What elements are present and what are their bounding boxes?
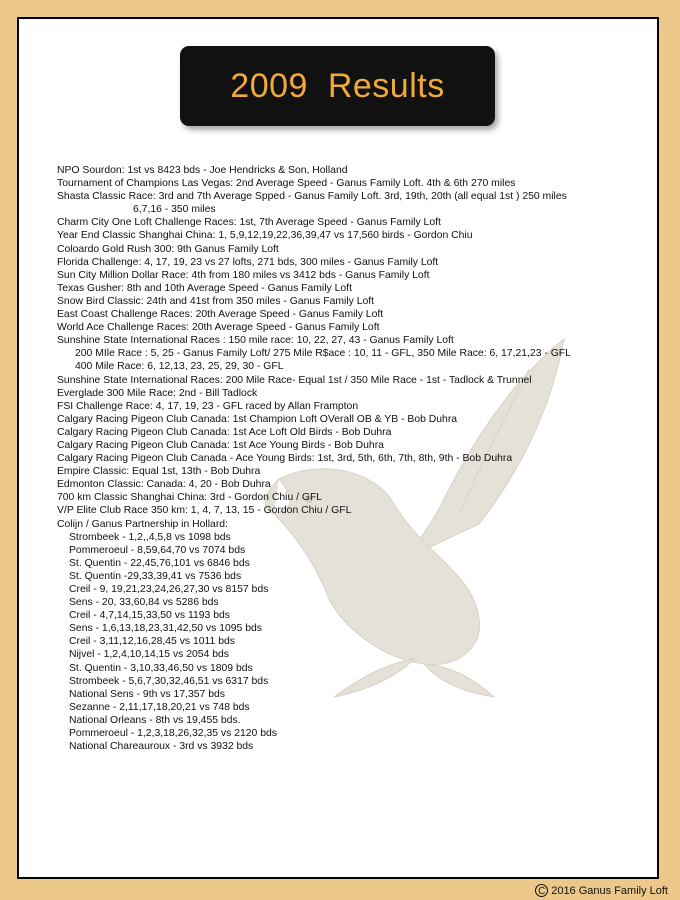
result-line: Calgary Racing Pigeon Club Canada: 1st Champion Loft OVerall OB & YB - Bob Duhra	[57, 413, 458, 425]
result-line: 6,7,16 - 350 miles	[133, 204, 216, 216]
result-line: Sens - 1,6,13,18,23,31,42,50 vs 1095 bds	[69, 623, 262, 635]
result-line: Creil - 9, 19,21,23,24,26,27,30 vs 8157 bds	[69, 584, 269, 595]
result-line: Pommeroeul - 8,59,64,70 vs 7074 bds	[69, 544, 246, 556]
result-line: National Chareauroux - 3rd vs 3932 bds	[69, 741, 254, 753]
copyright-icon: C	[535, 884, 548, 897]
result-line: 400 Mile Race: 6, 12,13, 23, 25, 29, 30 - GFL	[75, 361, 284, 373]
result-line: Florida Challenge: 4, 17, 19, 23 vs 27 lofts, 271 bds, 300 miles - Ganus Family Loft	[57, 256, 439, 268]
result-line: Shasta Classic Race: 3rd and 7th Average Spped - Ganus Family Loft. 3rd, 19th, 20th (all equal 1st ) 250 miles	[57, 191, 567, 203]
result-line: Sezanne - 2,11,17,18,20,21 vs 748 bds	[69, 701, 250, 713]
result-line: St. Quentin - 22,45,76,101 vs 6846 bds	[69, 557, 250, 569]
result-line: Empire Classic: Equal 1st, 13th - Bob Duhra	[57, 466, 261, 478]
result-line: St. Quentin - 3,10,33,46,50 vs 1809 bds	[69, 662, 253, 674]
result-line: 700 km Classic Shanghai China: 3rd - Gordon Chiu / GFL	[57, 492, 323, 504]
result-line: National Sens - 9th vs 17,357 bds	[69, 688, 225, 700]
title-banner	[180, 46, 495, 126]
result-line: Colijn / Ganus Partnership in Hollard:	[57, 518, 228, 530]
page-title: 2009 Results	[230, 66, 445, 105]
copyright-footer	[535, 884, 668, 897]
result-line: Year End Classic Shanghai China: 1, 5,9,12,19,22,36,39,47 vs 17,560 birds - Gordon Chiu	[57, 230, 473, 242]
result-line: Sun City Million Dollar Race: 4th from 180 miles vs 3412 bds - Ganus Family Loft	[57, 269, 430, 281]
result-line: Strombeek - 1,2,,4,5,8 vs 1098 bds	[69, 531, 231, 543]
copyright-text: 2016 Ganus Family Loft	[551, 884, 668, 897]
results-list	[57, 164, 652, 753]
result-line: V/P Elite Club Race 350 km: 1, 4, 7, 13, 15 - Gordon Chiu / GFL	[57, 505, 352, 517]
result-line: National Orleans - 8th vs 19,455 bds.	[69, 714, 241, 726]
result-line: Charm City One Loft Challenge Races: 1st, 7th Average Speed - Ganus Family Loft	[57, 217, 441, 229]
result-line: Creil - 3,11,12,16,28,45 vs 1011 bds	[69, 636, 235, 648]
result-line: St. Quentin -29,33,39,41 vs 7536 bds	[69, 570, 242, 582]
result-line: FSI Challenge Race: 4, 17, 19, 23 - GFL raced by Allan Frampton	[57, 400, 359, 412]
result-line: Calgary Racing Pigeon Club Canada: 1st Ace Young Birds - Bob Duhra	[57, 439, 384, 451]
result-line: Creil - 4,7,14,15,33,50 vs 1193 bds	[69, 610, 230, 622]
result-line: Nijvel - 1,2,4,10,14,15 vs 2054 bds	[69, 649, 229, 661]
result-line: Coloardo Gold Rush 300: 9th Ganus Family Loft	[57, 243, 279, 255]
result-line: Tournament of Champions Las Vegas: 2nd Average Speed - Ganus Family Loft. 4th & 6th 270 miles	[57, 178, 516, 190]
result-line: Pommeroeul - 1,2,3,18,26,32,35 vs 2120 bds	[69, 728, 277, 740]
result-line: NPO Sourdon: 1st vs 8423 bds - Joe Hendricks & Son, Holland	[57, 165, 348, 176]
result-line: Sunshine State International Races: 200 Mile Race- Equal 1st / 350 Mile Race - 1st - Tadlock & Trunnel	[57, 374, 532, 386]
result-line: Calgary Racing Pigeon Club Canada - Ace Young Birds: 1st, 3rd, 5th, 6th, 7th, 8th, 9th - Bob Duhra	[57, 453, 513, 465]
result-line: Calgary Racing Pigeon Club Canada: 1st Ace Loft Old Birds - Bob Duhra	[57, 426, 392, 438]
content-panel	[17, 17, 659, 879]
result-line: Texas Gusher: 8th and 10th Average Speed - Ganus Family Loft	[57, 282, 352, 294]
result-line: East Coast Challenge Races: 20th Average Speed - Ganus Family Loft	[57, 309, 384, 321]
result-line: World Ace Challenge Races: 20th Average Speed - Ganus Family Loft	[57, 322, 380, 334]
result-line: 200 MIle Race : 5, 25 - Ganus Family Loft/ 275 Mile R$ace : 10, 11 - GFL, 350 Mile Race: 6, 17,21,23 - GFL	[75, 348, 571, 360]
result-line: Snow Bird Classic: 24th and 41st from 350 miles - Ganus Family Loft	[57, 295, 375, 307]
result-line: Strombeek - 5,6,7,30,32,46,51 vs 6317 bds	[69, 675, 269, 687]
result-line: Everglade 300 Mile Race: 2nd - Bill Tadlock	[57, 387, 258, 399]
result-line: Edmonton Classic: Canada: 4, 20 - Bob Duhra	[57, 479, 271, 491]
result-line: Sens - 20, 33,60,84 vs 5286 bds	[69, 597, 219, 609]
result-line: Sunshine State International Races : 150 mile race: 10, 22, 27, 43 - Ganus Family Loft	[57, 335, 454, 347]
